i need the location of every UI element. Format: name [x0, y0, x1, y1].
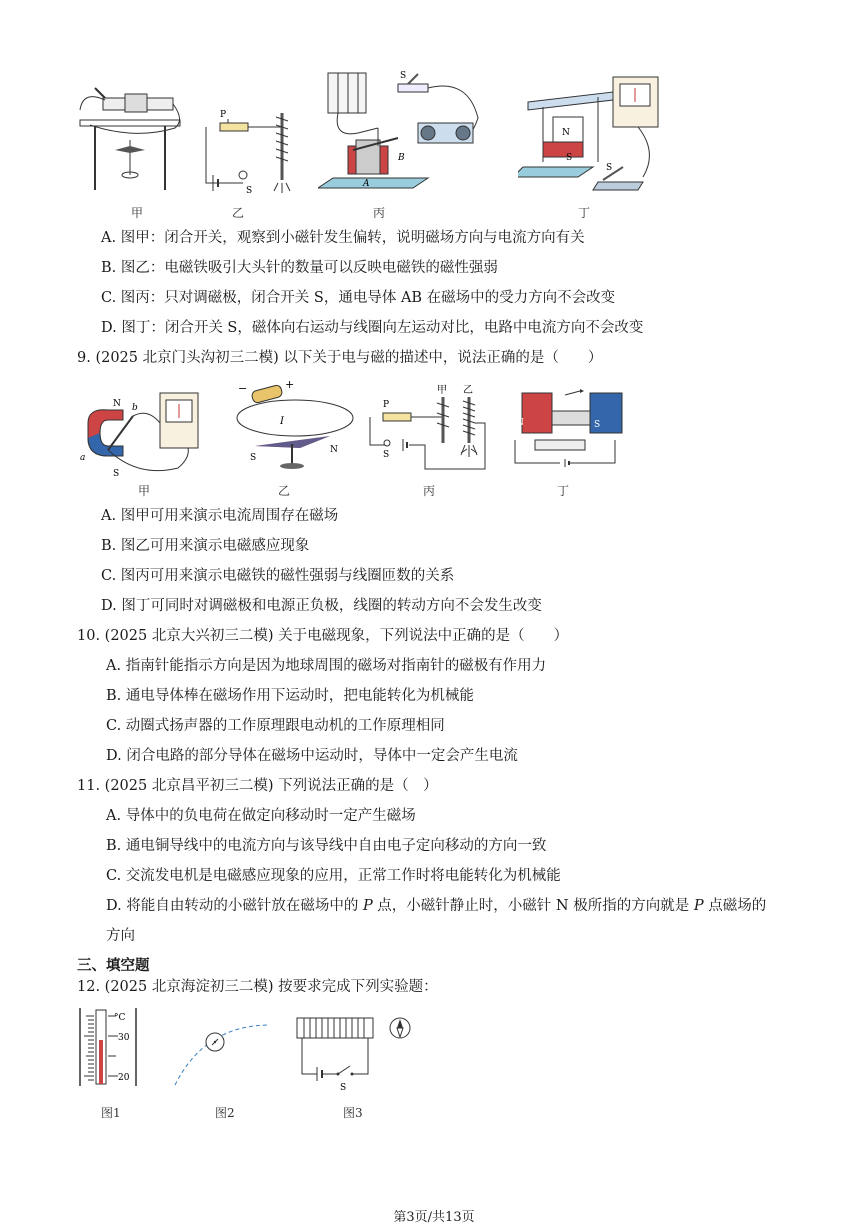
q8-figure-jia — [75, 80, 190, 195]
q12-figure-1-thermometer — [78, 1006, 140, 1088]
q10-stem: 10. (2025 北京大兴初三二模) 关于电磁现象，下列说法中正确的是（ ） — [77, 628, 569, 644]
q9-jia-label-N: N — [113, 399, 121, 409]
q9-bing-label-S: S — [383, 450, 390, 460]
q11-option-c: C. 交流发电机是电磁感应现象的应用，正常工作时将电能转化为机械能 — [106, 868, 561, 884]
q9-yi-label-minus: − — [238, 382, 248, 395]
q8-option-d: D. 图丁：闭合开关 S，磁体向右运动与线圈向左运动对比，电路中电流方向不会改变 — [101, 320, 644, 336]
q9-stem: 9. (2025 北京门头沟初三二模) 以下关于电与磁的描述中，说法正确的是（ ） — [77, 350, 603, 366]
q10-option-b: B. 通电导体棒在磁场作用下运动时，把电能转化为机械能 — [106, 688, 474, 704]
q11-option-b: B. 通电铜导线中的电流方向与该导线中自由电子定向移动的方向一致 — [106, 838, 547, 854]
q12-stem: 12. (2025 北京海淀初三二模) 按要求完成下列实验题： — [77, 979, 438, 995]
q11-option-d — [106, 896, 766, 916]
thermo-unit: °C — [114, 1013, 126, 1023]
q8-figure-ding — [518, 72, 663, 194]
q9-yi-label-N: N — [330, 445, 338, 455]
q9-figure-yi — [230, 378, 360, 473]
q11-option-a: A. 导体中的负电荷在做定向移动时一定产生磁场 — [106, 808, 416, 824]
q9-option-a: A. 图甲可用来演示电流周围存在磁场 — [101, 508, 339, 524]
q9-jia-label-b: b — [132, 403, 138, 413]
q8-option-b: B. 图乙：电磁铁吸引大头针的数量可以反映电磁铁的磁性强弱 — [101, 260, 498, 276]
q8-bing-label-A: A — [363, 179, 370, 189]
q8-ding-label-S: S — [606, 163, 613, 173]
q11-option-d-text2: 点，小磁针静止时，小磁针 N 极所指的方向就是 — [372, 898, 694, 914]
q8-option-c: C. 图丙：只对调磁极，闭合开关 S，通电导体 AB 在磁场中的受力方向不会改变 — [101, 290, 616, 306]
q8-label-S: S — [246, 186, 253, 195]
q12-figure-2 — [170, 1020, 275, 1090]
q9-figure-jia — [78, 388, 200, 478]
thermo-30: 30 — [118, 1033, 130, 1043]
q9-bing-label-yi: 乙 — [463, 385, 473, 396]
q12-switch-label: S — [340, 1083, 347, 1092]
q9-option-c: C. 图丙可用来演示电磁铁的磁性强弱与线圈匝数的关系 — [101, 568, 455, 584]
q12-caption-1: 图1 — [101, 1106, 121, 1120]
q8-figure-yi — [198, 105, 298, 195]
q9-option-d: D. 图丁可同时对调磁极和电源正负极，线圈的转动方向不会发生改变 — [101, 598, 542, 614]
q9-ding-label-S: S — [594, 420, 601, 430]
thermo-20: 20 — [118, 1073, 130, 1083]
q8-ding-label-S2: S — [566, 153, 573, 163]
q9-caption-bing: 丙 — [423, 484, 436, 498]
q9-option-b: B. 图乙可用来演示电磁感应现象 — [101, 538, 310, 554]
section-title: 三、填空题 — [77, 958, 150, 974]
q11-option-d-text3: 点磁场的 — [703, 898, 767, 914]
q12-caption-3: 图3 — [343, 1106, 363, 1120]
q9-jia-label-a: a — [80, 453, 86, 463]
q8-label-P: P — [220, 110, 227, 120]
q11-option-d-var-p2: P — [693, 898, 704, 914]
q8-bing-label-B: B — [398, 153, 405, 163]
q8-ding-label-N: N — [562, 128, 570, 138]
q9-yi-label-plus: + — [285, 378, 295, 391]
q8-caption-yi: 乙 — [232, 206, 245, 220]
page-footer: 第3页/共13页 — [393, 1210, 475, 1225]
q10-option-d: D. 闭合电路的部分导体在磁场中运动时，导体中一定会产生电流 — [106, 748, 518, 764]
q11-option-d-text1: D. 将能自由转动的小磁针放在磁场中的 — [106, 898, 363, 914]
q9-caption-ding: 丁 — [557, 484, 570, 498]
q8-option-a: A. 图甲：闭合开关，观察到小磁针发生偏转，说明磁场方向与电流方向有关 — [101, 230, 585, 246]
q9-yi-label-I: I — [280, 416, 284, 427]
q12-figure-3 — [292, 1014, 417, 1092]
q8-caption-ding: 丁 — [578, 206, 591, 220]
q8-caption-jia: 甲 — [131, 206, 144, 220]
q9-caption-jia: 甲 — [138, 484, 151, 498]
q11-stem: 11. (2025 北京昌平初三二模) 下列说法正确的是（ ） — [77, 778, 438, 794]
q9-figure-bing — [365, 383, 495, 473]
q11-option-d-cont: 方向 — [106, 928, 135, 944]
q8-caption-bing: 丙 — [373, 206, 386, 220]
q9-jia-label-S: S — [113, 469, 120, 478]
q11-option-d-var-p1: P — [362, 898, 373, 914]
q9-bing-label-jia: 甲 — [437, 385, 447, 396]
q8-bing-label-S: S — [400, 71, 407, 81]
q12-caption-2: 图2 — [215, 1106, 235, 1120]
q9-caption-yi: 乙 — [278, 484, 291, 498]
q10-option-c: C. 动圈式扬声器的工作原理跟电动机的工作原理相同 — [106, 718, 445, 734]
q9-figure-ding — [510, 385, 625, 470]
q9-bing-label-P: P — [383, 400, 390, 410]
q9-ding-label-N: N — [516, 418, 524, 428]
q8-figure-bing — [318, 68, 498, 193]
q9-yi-label-S: S — [250, 453, 257, 463]
q10-option-a: A. 指南针能指示方向是因为地球周围的磁场对指南针的磁极有作用力 — [106, 658, 547, 674]
